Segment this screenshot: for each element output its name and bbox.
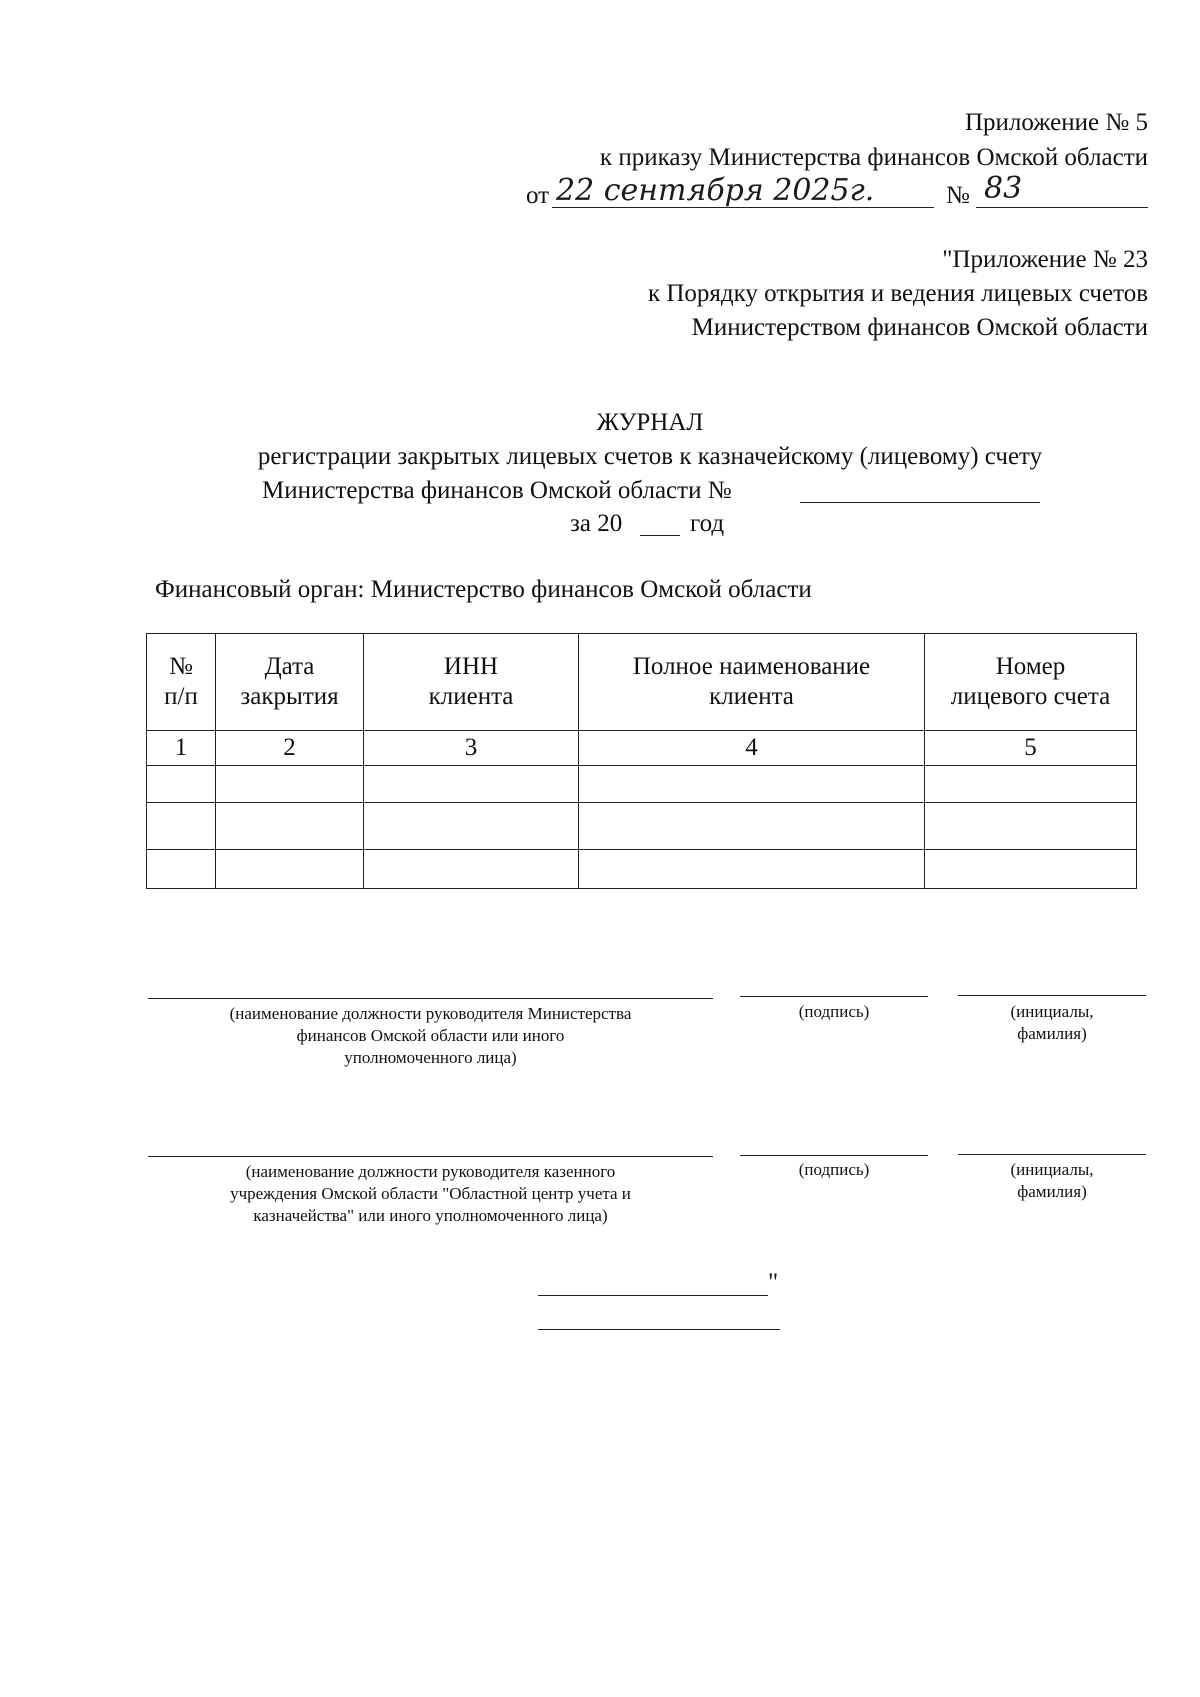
header-account-number-line1: Номер — [995, 653, 1066, 680]
account-number-underline — [800, 502, 1040, 503]
handwritten-number: 83 — [984, 171, 1023, 206]
handwritten-date: 22 сентября 2025г. — [556, 173, 875, 208]
table-row — [147, 850, 1137, 889]
header-inn-line1: ИНН — [443, 653, 499, 680]
table-cell — [216, 803, 364, 850]
caption-line: финансов Омской области или иного — [296, 1026, 565, 1045]
annex-title: Приложение № 5 — [964, 109, 1148, 136]
signature-line — [740, 996, 928, 997]
table-cell — [925, 766, 1137, 803]
name-line — [958, 995, 1146, 996]
table-cell — [579, 850, 925, 889]
header-close-date-line1: Дата — [264, 653, 315, 680]
table-cell — [579, 803, 925, 850]
position-line — [148, 1156, 713, 1157]
table-cell — [147, 766, 216, 803]
header-index-line1: № — [169, 653, 193, 680]
number-prefix: № — [946, 182, 970, 209]
table-header-row — [147, 634, 1137, 731]
table-row — [147, 766, 1137, 803]
inner-annex-line3: Министерством финансов Омской области — [691, 314, 1148, 341]
closing-line-1 — [538, 1295, 768, 1296]
header-client-name-line1: Полное наименование — [632, 653, 871, 680]
column-number: 1 — [147, 731, 216, 766]
annex-order-ref: к приказу Министерства финансов Омской области — [599, 144, 1148, 171]
table-cell — [216, 766, 364, 803]
header-index-line2: п/п — [164, 683, 198, 710]
table-column-numbers-row — [147, 731, 1137, 766]
name-caption — [958, 1159, 1146, 1203]
year-underline — [640, 535, 680, 536]
header-close-date-line2: закрытия — [240, 683, 339, 710]
name-caption — [958, 1001, 1146, 1045]
header-inn — [364, 634, 579, 731]
header-client-name — [579, 634, 925, 731]
position-line — [148, 998, 713, 999]
table-cell — [579, 766, 925, 803]
column-number: 4 — [579, 731, 925, 766]
table-cell — [364, 850, 579, 889]
signature-caption: (подпись) — [798, 1002, 870, 1021]
table-cell — [216, 850, 364, 889]
number-underline — [976, 207, 1148, 208]
caption-line: фамилия) — [1017, 1024, 1087, 1043]
signature-caption: (подпись) — [798, 1160, 870, 1179]
signature-line — [740, 1155, 928, 1156]
caption-line: (инициалы, — [1010, 1160, 1094, 1179]
column-number: 5 — [925, 731, 1137, 766]
table-cell — [147, 850, 216, 889]
caption-line: казначейства" или иного уполномоченного лица) — [253, 1206, 608, 1225]
caption-line: (наименование должности руководителя Министерства — [229, 1004, 632, 1023]
name-line — [958, 1154, 1146, 1155]
inner-annex-line2: к Порядку открытия и ведения лицевых счетов — [647, 280, 1148, 307]
header-close-date — [216, 634, 364, 731]
year-prefix: за 20 — [570, 510, 623, 537]
journal-account-label: Министерства финансов Омской области № — [262, 477, 732, 504]
table-cell — [364, 803, 579, 850]
caption-line: фамилия) — [1017, 1182, 1087, 1201]
table-cell — [147, 803, 216, 850]
journal-title: ЖУРНАЛ — [596, 409, 704, 436]
header-index — [147, 634, 216, 731]
header-account-number-line2: лицевого счета — [950, 683, 1111, 710]
closing-line-2 — [538, 1329, 780, 1330]
column-number: 2 — [216, 731, 364, 766]
caption-line: (наименование должности руководителя казенного — [245, 1162, 616, 1181]
caption-line: (инициалы, — [1010, 1002, 1094, 1021]
header-client-name-line2: клиента — [709, 683, 794, 710]
inner-annex-title: "Приложение № 23 — [942, 246, 1148, 273]
journal-table — [146, 633, 1137, 889]
position-caption — [148, 1003, 713, 1069]
caption-line: учреждения Омской области "Областной центр учета и — [230, 1184, 631, 1203]
table-cell — [925, 850, 1137, 889]
journal-subtitle: регистрации закрытых лицевых счетов к казначейскому (лицевому) счету — [257, 443, 1043, 470]
financial-body: Финансовый орган: Министерство финансов Омской области — [155, 576, 812, 603]
caption-line: уполномоченного лица) — [344, 1048, 517, 1067]
header-account-number — [925, 634, 1137, 731]
column-number: 3 — [364, 731, 579, 766]
year-suffix: год — [690, 510, 725, 537]
header-inn-line2: клиента — [428, 683, 514, 710]
table-cell — [925, 803, 1137, 850]
position-caption — [148, 1161, 713, 1227]
table-row — [147, 803, 1137, 850]
closing-quote: " — [768, 1269, 779, 1296]
table-cell — [364, 766, 579, 803]
date-prefix: от — [526, 182, 550, 209]
